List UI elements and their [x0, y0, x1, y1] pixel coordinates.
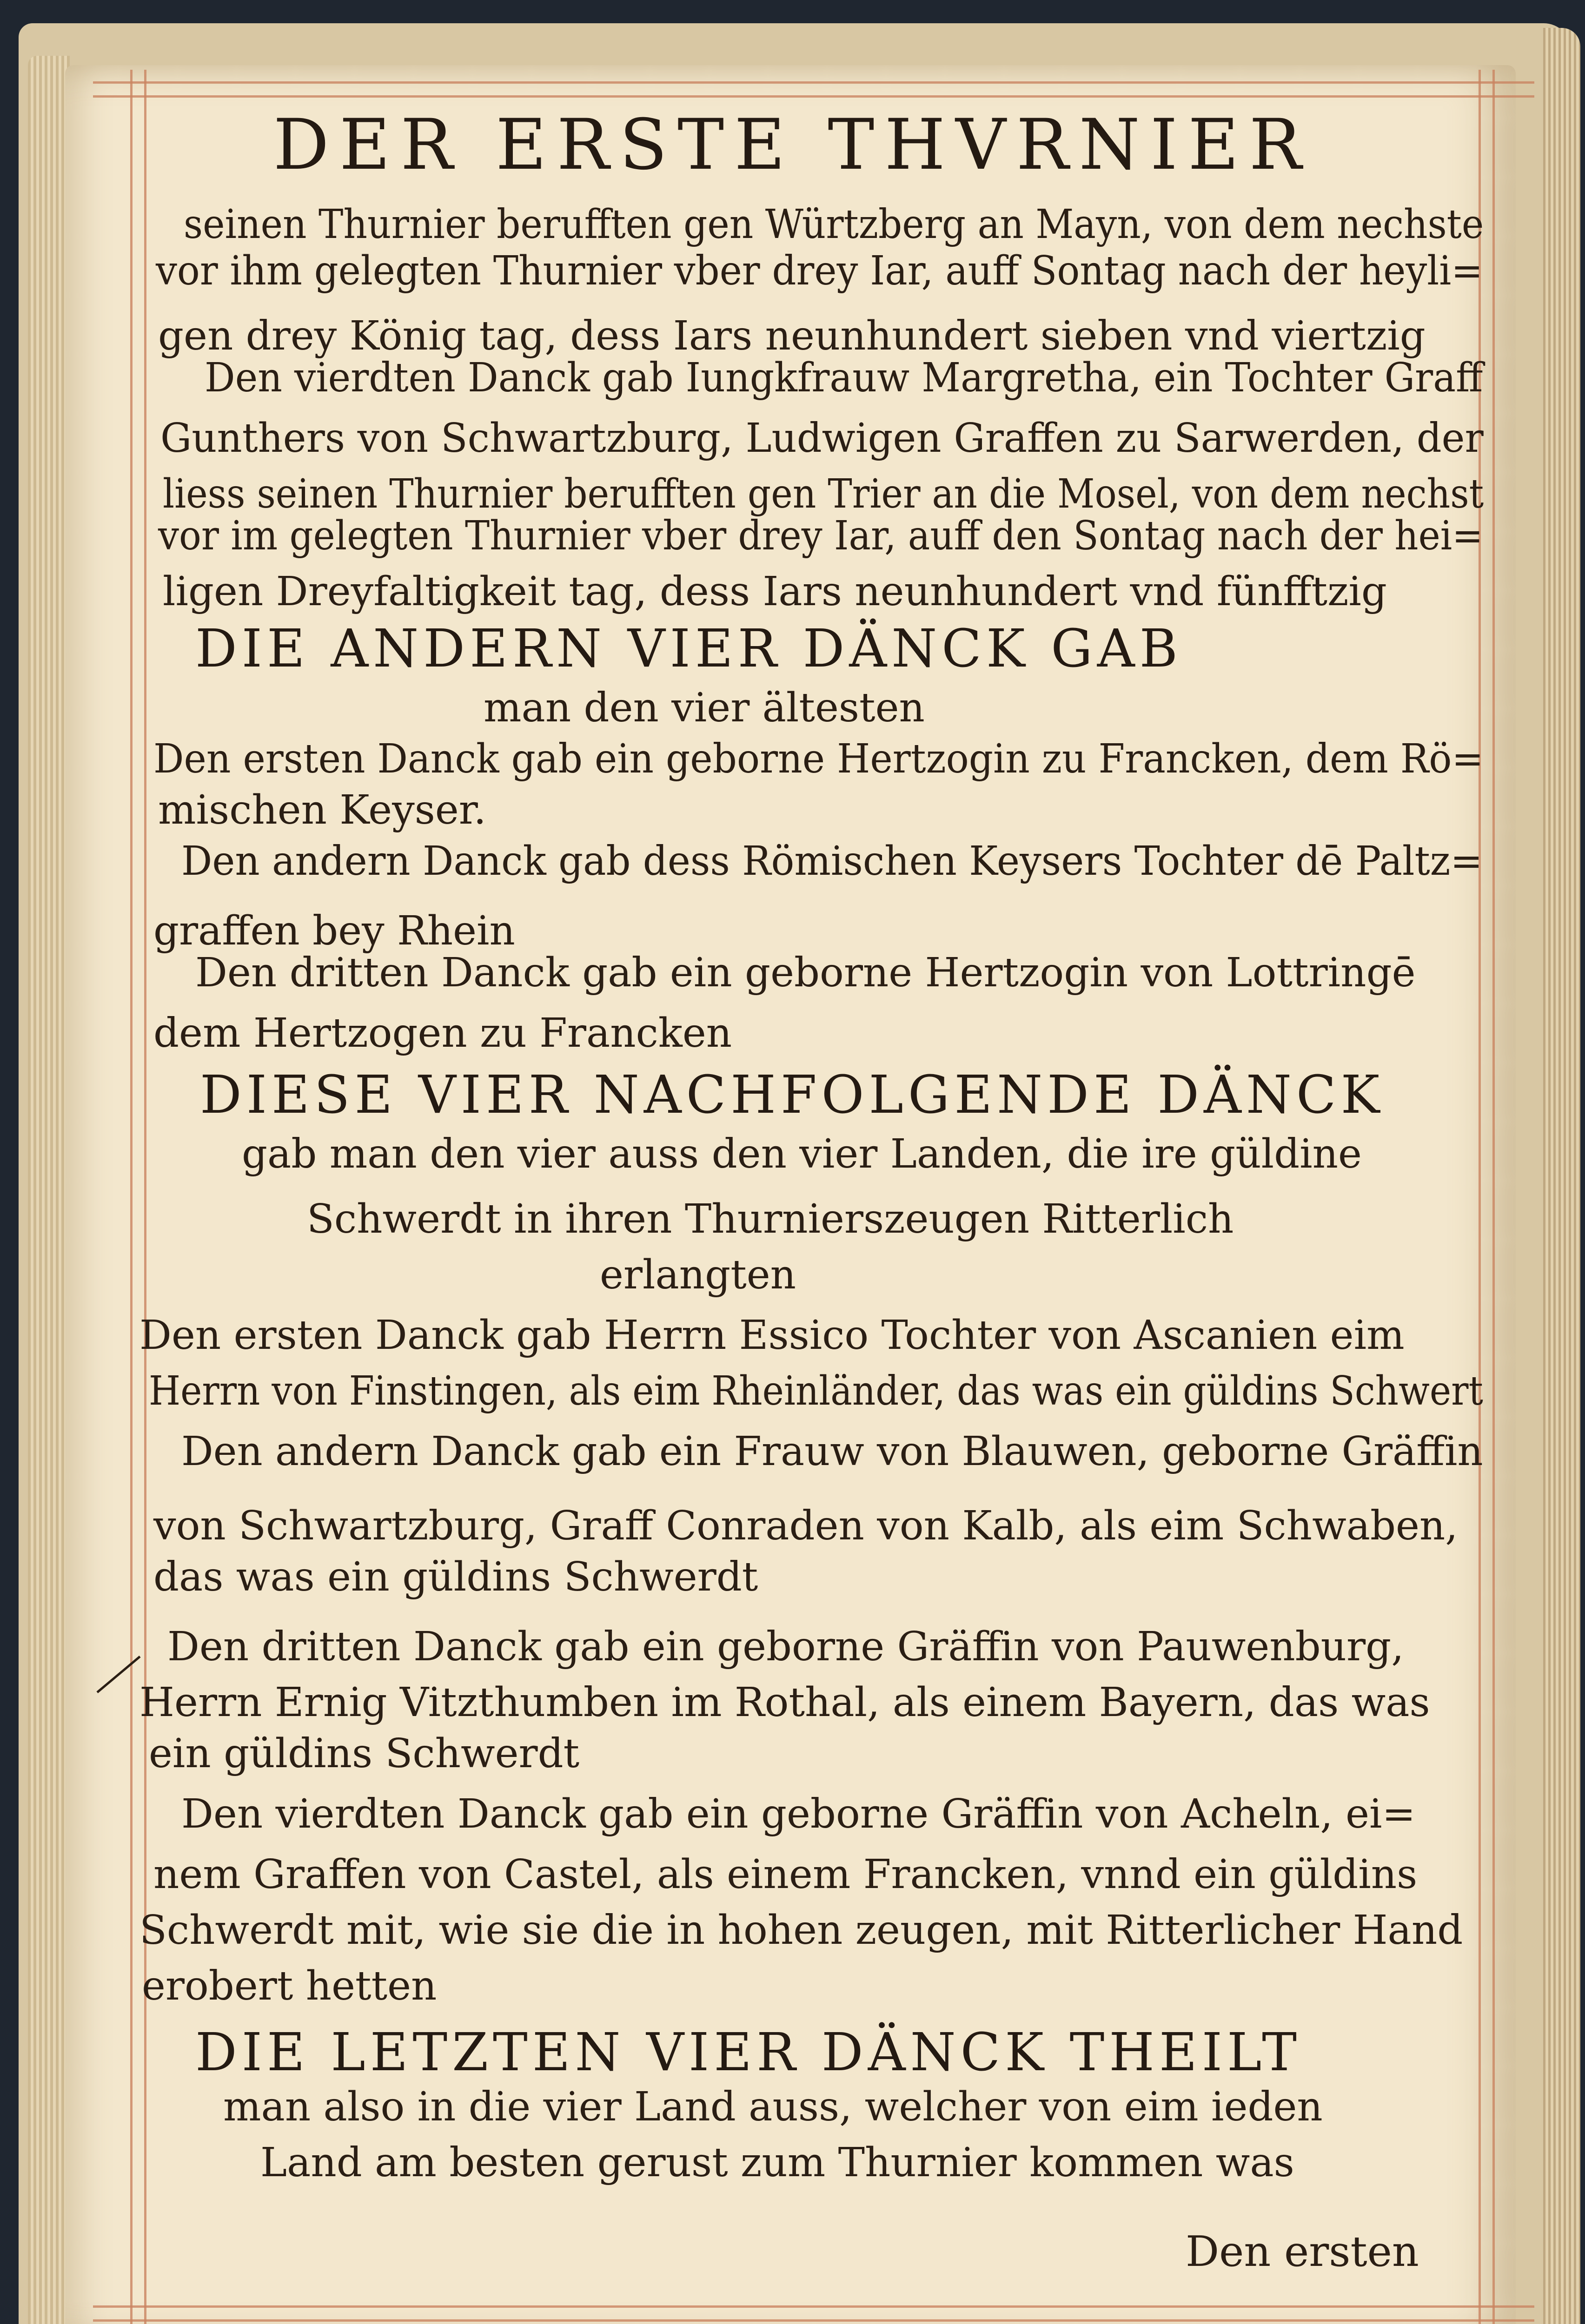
- page-title: DER ERSTE THVRNIER: [273, 105, 1312, 185]
- text-line: Herrn von Finstingen, als eim Rheinländer, das was ein güldins Schwert: [149, 1368, 1483, 1414]
- text-line: Den dritten Danck gab ein geborne Gräffin von Pauwenburg,: [167, 1624, 1404, 1670]
- bottom-rule-inner: [93, 2319, 1534, 2322]
- text-line: Den vierdten Danck gab Iungkfrauw Margretha, ein Tochter Graff: [205, 355, 1483, 401]
- top-rule: [93, 81, 1534, 84]
- text-line: nem Graffen von Castel, als einem Francken, vnnd ein güldins: [153, 1851, 1418, 1898]
- text-line: Den dritten Danck gab ein geborne Hertzogin von Lottringē: [195, 950, 1416, 996]
- text-line: erlangten: [600, 1252, 796, 1298]
- section-heading: DIE LETZTEN VIER DÄNCK THEILT: [195, 2022, 1301, 2083]
- text-line: dem Hertzogen zu Francken: [153, 1010, 732, 1056]
- text-line: Den andern Danck gab ein Frauw von Blauwen, geborne Gräffin: [181, 1428, 1483, 1475]
- text-line: gen drey König tag, dess Iars neunhundert sieben vnd viertzig: [158, 313, 1426, 359]
- text-line: ein güldins Schwerdt: [149, 1730, 580, 1777]
- text-line: Den ersten Danck gab ein geborne Hertzogin zu Francken, dem Rö=: [153, 736, 1484, 782]
- section-heading: DIE ANDERN VIER DÄNCK GAB: [195, 619, 1182, 679]
- text-line: ligen Dreyfaltigkeit tag, dess Iars neunhundert vnd fünfftzig: [163, 568, 1387, 615]
- bottom-rule: [93, 2305, 1534, 2308]
- text-line: das was ein güldins Schwerdt: [153, 1554, 758, 1600]
- text-line: man also in die vier Land auss, welcher von eim ieden: [223, 2084, 1323, 2130]
- text-line: von Schwartzburg, Graff Conraden von Kalb, als eim Schwaben,: [153, 1503, 1458, 1549]
- margin-rule-left: [130, 70, 133, 2324]
- text-line: Den andern Danck gab dess Römischen Keysers Tochter dē Paltz=: [181, 838, 1483, 885]
- text-line: vor im gelegten Thurnier vber drey Iar, auff den Sontag nach der hei=: [158, 513, 1483, 559]
- text-line: Land am besten gerust zum Thurnier kommen was: [260, 2139, 1294, 2186]
- catchword: Den ersten: [1186, 2227, 1419, 2276]
- text-line: vor ihm gelegten Thurnier vber drey Iar, auff Sontag nach der heyli=: [156, 248, 1483, 294]
- text-line: erobert hetten: [142, 1963, 437, 2009]
- right-page-edges: [1543, 28, 1580, 2324]
- text-line: Gunthers von Schwartzburg, Ludwigen Graffen zu Sarwerden, der: [160, 415, 1484, 462]
- text-line: gab man den vier auss den vier Landen, die ire güldine: [242, 1131, 1362, 1177]
- text-line: Schwerdt mit, wie sie die in hohen zeugen, mit Ritterlicher Hand: [139, 1907, 1463, 1954]
- text-line: liess seinen Thurnier berufften gen Trier an die Mosel, von dem nechst: [163, 471, 1484, 517]
- margin-rule-right-inner: [1492, 70, 1495, 2324]
- left-page-edges: [28, 56, 70, 2324]
- text-line: Den vierdten Danck gab ein geborne Gräffin von Acheln, ei=: [181, 1791, 1416, 1837]
- text-line: Den ersten Danck gab Herrn Essico Tochter von Ascanien eim: [139, 1312, 1405, 1359]
- top-rule-inner: [93, 95, 1534, 98]
- section-heading: DIESE VIER NACHFOLGENDE DÄNCK: [200, 1065, 1385, 1125]
- text-line: seinen Thurnier berufften gen Würtzberg an Mayn, von dem nechste: [184, 201, 1484, 248]
- text-line: mischen Keyser.: [158, 787, 486, 833]
- margin-rule-right: [1479, 70, 1481, 2324]
- text-line: man den vier ältesten: [484, 685, 925, 731]
- text-line: Schwerdt in ihren Thurnierszeugen Ritterlich: [307, 1196, 1234, 1242]
- text-line: Herrn Ernig Vitzthumben im Rothal, als einem Bayern, das was: [139, 1679, 1430, 1726]
- text-line: graffen bey Rhein: [153, 908, 515, 954]
